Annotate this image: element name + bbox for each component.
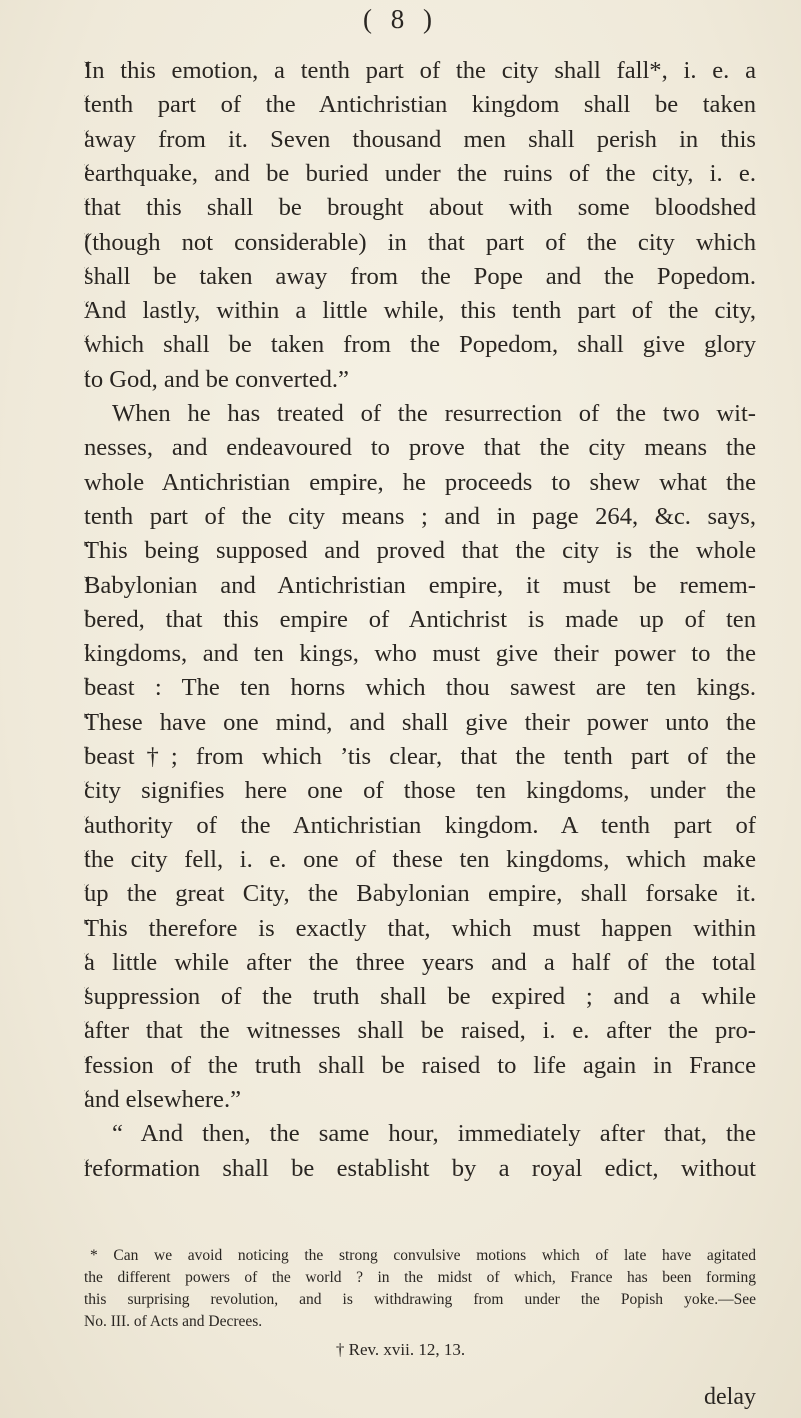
text-line: “ reformation shall be establisht by a royal edict, without (84, 1152, 756, 1186)
scripture-reference-note: † Rev. xvii. 12, 13. (335, 1340, 466, 1359)
text-line: “ bered, that this empire of Antichrist is made up of ten (84, 603, 756, 637)
text-line: “ the city fell, i. e. one of these ten kingdoms, which make (84, 843, 756, 877)
text-line: “ fession of the truth shall be raised to life again in France (84, 1049, 756, 1083)
page-number: ( 8 ) (363, 4, 438, 34)
text-line: nesses, and endeavoured to prove that the city means the (84, 434, 756, 462)
text-line: “ Babylonian and Antichristian empire, it must be remem- (84, 569, 756, 603)
text-line: When he has treated of the resurrection of the two wit- (112, 400, 756, 427)
text-line: “ These have one mind, and shall give their power unto the (84, 706, 756, 740)
text-line: “ And lastly, within a little while, this tenth part of the city, (84, 294, 756, 328)
text-line: “ tenth part of the Antichristian kingdom shall be taken (84, 88, 756, 122)
footnote-line: No. III. of Acts and Decrees. (84, 1313, 263, 1330)
footnote-line: * Can we avoid noticing the strong convulsive motions which of late have agitated (90, 1247, 756, 1264)
text-line: whole Antichristian empire, he proceeds to shew what the (84, 468, 756, 496)
text-line: “ up the great City, the Babylonian empire, shall forsake it. (84, 877, 756, 911)
text-line: “ suppression of the truth shall be expired ; and a while (84, 980, 756, 1014)
text-line: “ city signifies here one of those ten kingdoms, under the (84, 774, 756, 808)
text-line: “ shall be taken away from the Pope and the Popedom. (84, 260, 756, 294)
text-line: “ and elsewhere.” (84, 1083, 756, 1117)
text-line: “ This therefore is exactly that, which must happen within (84, 912, 756, 946)
text-line: “ kingdoms, and ten kings, who must give their power to the (84, 637, 756, 671)
text-line: “ authority of the Antichristian kingdom. A tenth part of (84, 809, 756, 843)
text-line: “ beast : The ten horns which thou sawest are ten kings. (84, 671, 756, 705)
text-line: “ earthquake, and be buried under the ruins of the city, i. e. (84, 157, 756, 191)
text-line: “ (though not considerable) in that part of the city which (84, 226, 756, 260)
footnote-line: the different powers of the world ? in the midst of which, France has been forming (84, 1269, 756, 1286)
text-line: “ beast†; from which ’tis clear, that the tenth part of the (84, 740, 756, 774)
text-line: tenth part of the city means ; and in page 264, &c. says, (84, 502, 756, 530)
footnote-line: this surprising revolution, and is withdrawing from under the Popish yoke.—See (84, 1291, 756, 1308)
text-line: “ away from it. Seven thousand men shall perish in this (84, 123, 756, 157)
text-line: “ to God, and be converted.” (84, 363, 756, 397)
text-line: “ a little while after the three years and a half of the total (84, 946, 756, 980)
text-line: “ In this emotion, a tenth part of the city shall fall*, i. e. a (84, 54, 756, 88)
text-line: “ after that the witnesses shall be raised, i. e. after the pro- (84, 1014, 756, 1048)
text-line: “ And then, the same hour, immediately after that, the (112, 1120, 756, 1148)
text-line: “ that this shall be brought about with some bloodshed (84, 191, 756, 225)
catchword: delay (704, 1384, 756, 1410)
text-line: “ which shall be taken from the Popedom, shall give glory (84, 328, 756, 362)
text-line: “ This being supposed and proved that the city is the whole (84, 534, 756, 568)
